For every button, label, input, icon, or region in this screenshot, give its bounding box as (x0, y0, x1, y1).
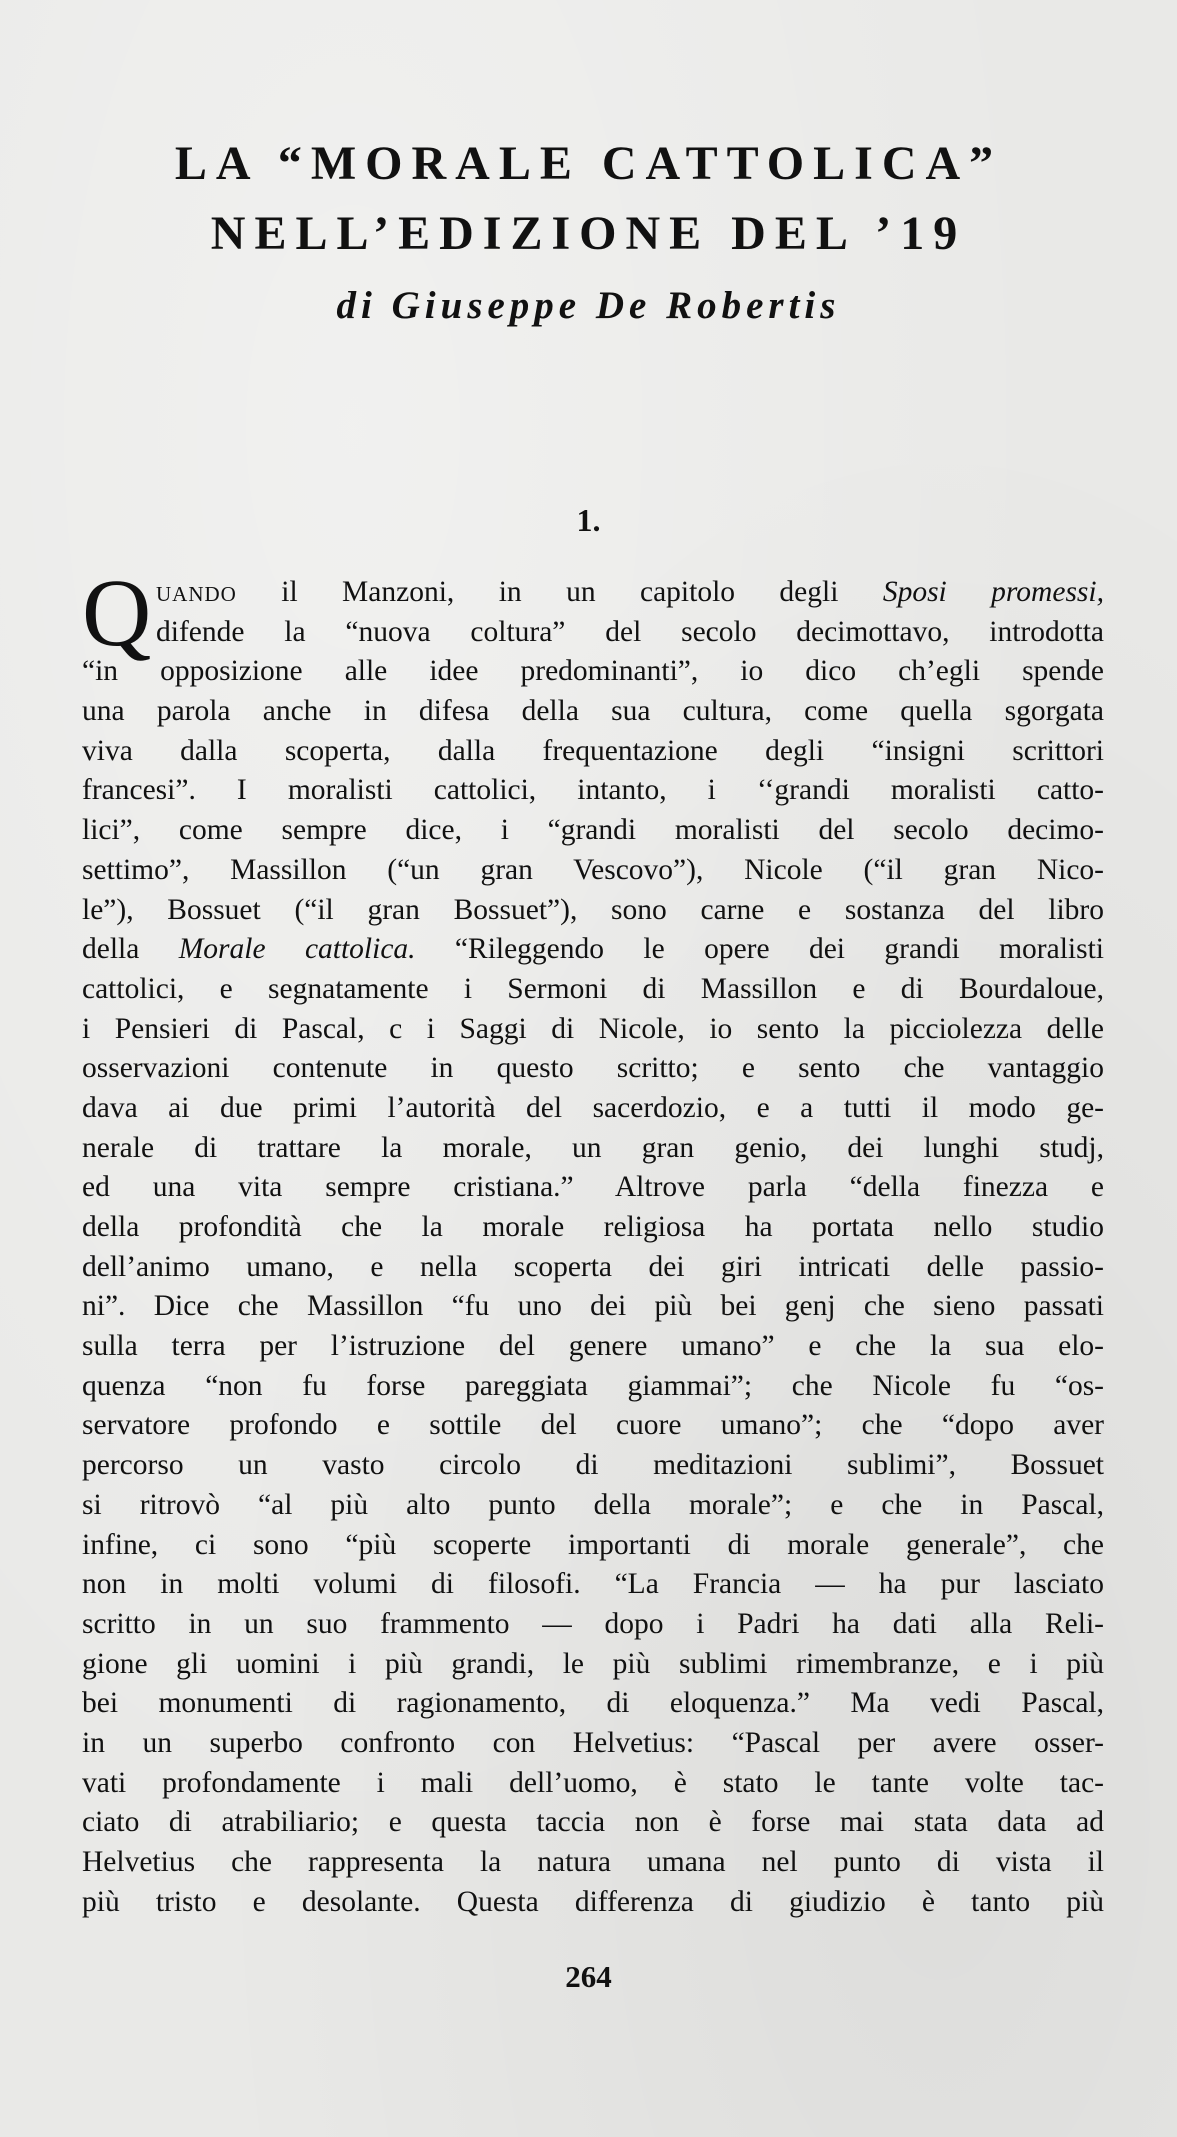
text-line: Helvetius che rappresenta la natura umana nel punto di vista il (82, 1846, 1104, 1878)
text-line: lici”, come sempre dice, i “grandi moralisti del secolo decimo- (82, 814, 1104, 847)
page-number: 264 (565, 1959, 612, 1994)
line-text: “Rileggendo le opere dei grandi moralisti (415, 933, 1104, 966)
text-line: cattolici, e segnatamente i Sermoni di Massillon e di Bourdaloue, (82, 972, 1104, 1005)
text-line: “in opposizione alle idee predominanti”, io dico ch’egli spende (82, 655, 1104, 688)
text-line: ciato di atrabiliario; e questa taccia non è forse mai stata data ad (82, 1806, 1104, 1839)
article-title-line-1: LA “MORALE CATTOLICA” (174, 137, 1003, 190)
article-author: di Giuseppe De Robertis (336, 284, 841, 327)
text-line (82, 573, 1104, 613)
italic-title: Morale cattolica. (178, 933, 416, 966)
text-line: più tristo e desolante. Questa differenza di giudizio è tanto più (82, 1885, 1104, 1918)
text-line: servatore profondo e sottile del cuore umano”; che “dopo aver (82, 1409, 1104, 1442)
text-line: sulla terra per l’istruzione del genere umano” e che la sua elo- (82, 1330, 1104, 1363)
italic-title: Sposi promessi, (882, 576, 1104, 608)
text-line: nerale di trattare la morale, un gran genio, dei lunghi studj, (82, 1131, 1104, 1164)
text-line: le”), Bossuet (“il gran Bossuet”), sono carne e sostanza del libro (82, 893, 1104, 926)
text-line: bei monumenti di ragionamento, di eloquenza.” Ma vedi Pascal, (82, 1687, 1104, 1720)
text-line: si ritrovò “al più alto punto della morale”; e che in Pascal, (82, 1488, 1104, 1521)
text-line: dell’animo umano, e nella scoperta dei giri intricati delle passio- (82, 1250, 1104, 1283)
line-text: della (82, 933, 179, 966)
text-line: scritto in un suo frammento — dopo i Padri ha dati alla Reli- (82, 1607, 1104, 1640)
text-line: difende la “nuova coltura” del secolo decimottavo, introdotta (156, 615, 1104, 648)
text-line: gione gli uomini i più grandi, le più sublimi rimembranze, e i più (82, 1647, 1104, 1680)
article-title-line-2: NELL’EDIZIONE DEL ’19 (210, 207, 967, 260)
text-line: quenza “non fu forse pareggiata giammai”; che Nicole fu “os- (82, 1369, 1104, 1402)
text-line: infine, ci sono “più scoperte importanti di morale generale”, che (82, 1528, 1104, 1561)
text-line: in un superbo confronto con Helvetius: “Pascal per avere osser- (82, 1726, 1104, 1759)
text-line: i Pensieri di Pascal, c i Saggi di Nicole, io sento la picciolezza delle (82, 1012, 1104, 1045)
text-line: osservazioni contenute in questo scritto; e sento che vantaggio (82, 1052, 1104, 1085)
text-line (82, 930, 1104, 970)
text-line: francesi”. I moralisti cattolici, intanto, i ‘‘grandi moralisti catto- (82, 774, 1104, 807)
text-line: ed una vita sempre cristiana.” Altrove parla “della finezza e (82, 1171, 1104, 1204)
section-number: 1. (576, 502, 601, 538)
text-line: non in molti volumi di filosofi. “La Francia — ha pur lasciato (82, 1568, 1104, 1601)
text-line: viva dalla scoperta, dalla frequentazione degli “insigni scrittori (82, 734, 1104, 767)
text-line: settimo”, Massillon (“un gran Vescovo”), Nicole (“il gran Nico- (82, 853, 1104, 886)
body-text (82, 559, 1104, 1922)
text-line: una parola anche in difesa della sua cultura, come quella sgorgata (82, 695, 1104, 728)
text-line: percorso un vasto circolo di meditazioni sublimi”, Bossuet (82, 1449, 1104, 1482)
text-line: della profondità che la morale religiosa ha portata nello studio (82, 1211, 1104, 1243)
drop-cap: Q (82, 559, 152, 666)
lead-smallcaps: uando (156, 576, 237, 608)
text-line: ni”. Dice che Massillon “fu uno dei più bei genj che sieno passati (82, 1290, 1104, 1323)
line-text: il Manzoni, in un capitolo degli (236, 576, 883, 608)
text-line: vati profondamente i mali dell’uomo, è stato le tante volte tac- (82, 1766, 1104, 1799)
text-line: dava ai due primi l’autorità del sacerdozio, e a tutti il modo ge- (82, 1091, 1104, 1124)
